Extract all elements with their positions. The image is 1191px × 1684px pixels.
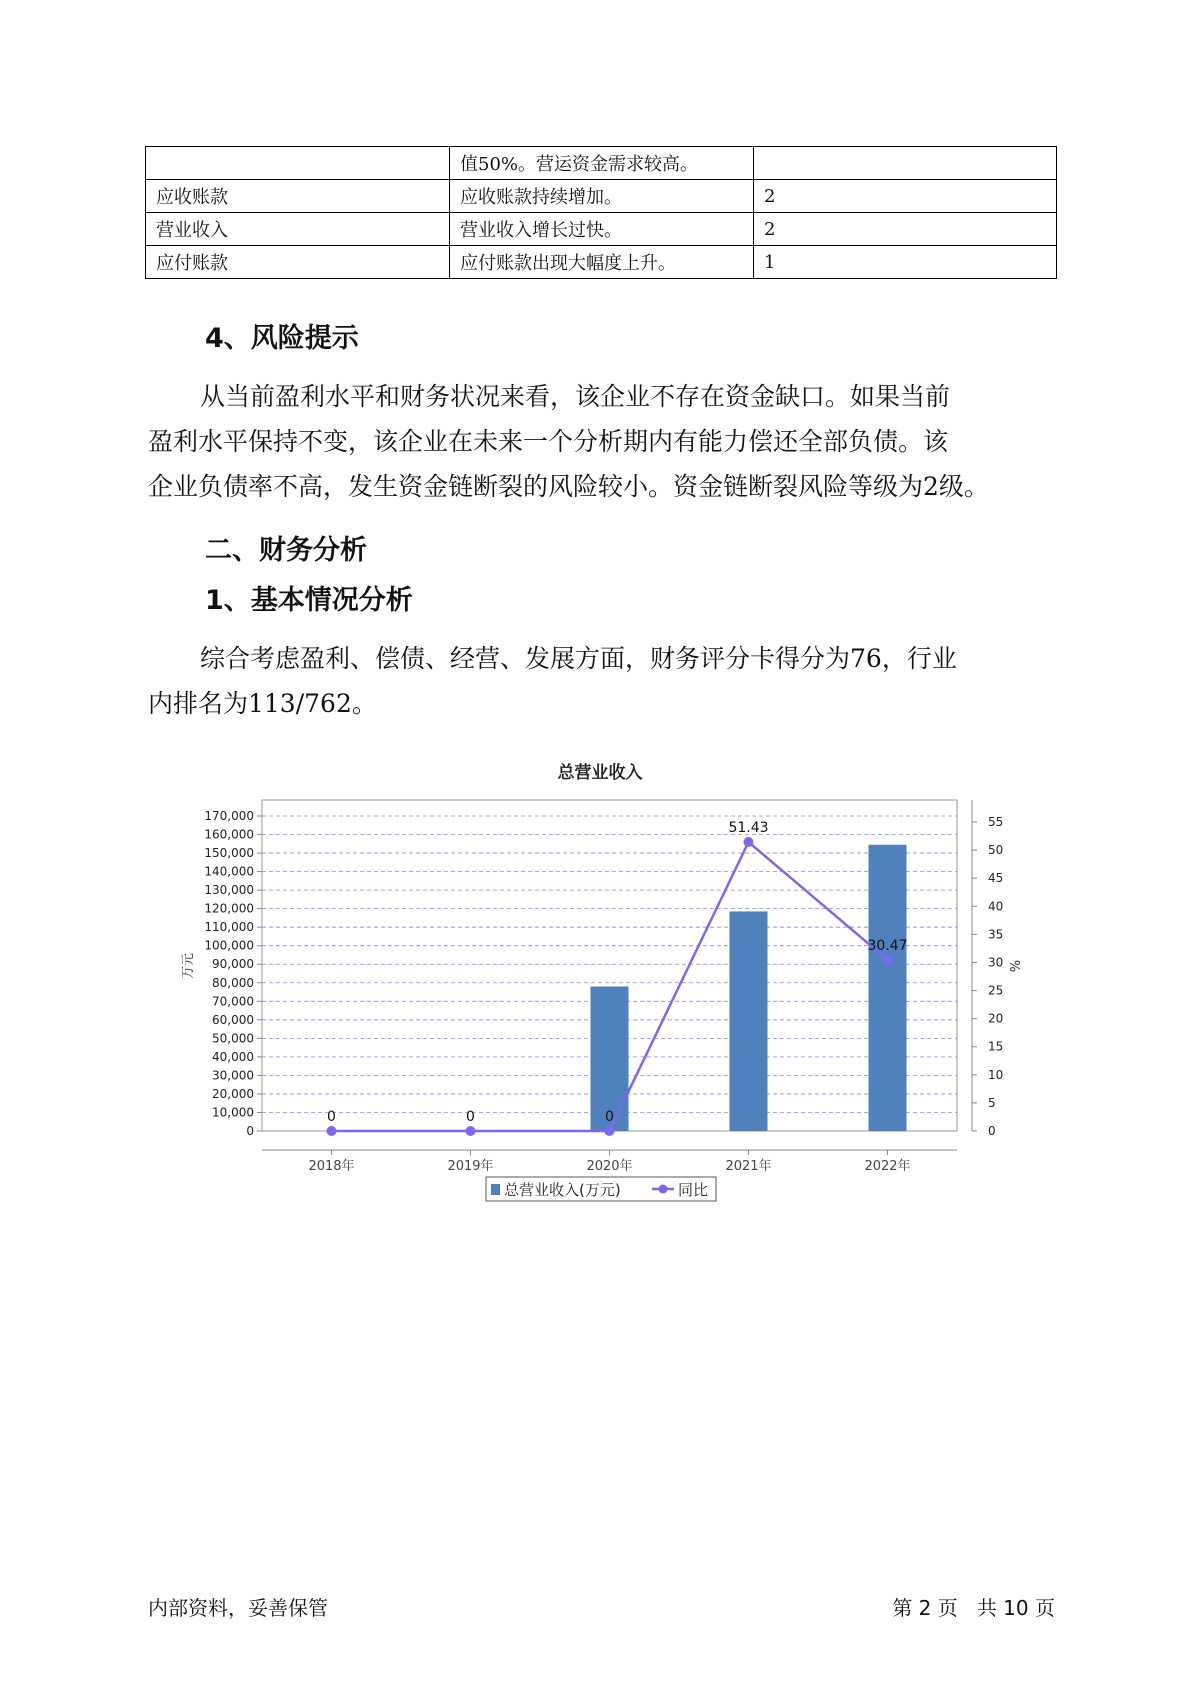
data-label: 0	[605, 1109, 614, 1125]
data-label: 0	[327, 1109, 336, 1125]
left-axis-ticks	[204, 809, 262, 1138]
y2-tick-label: 45	[988, 871, 1004, 886]
line-point	[744, 837, 754, 847]
y-tick-label: 80,000	[212, 975, 254, 990]
table-cell: 应收账款持续增加。	[450, 180, 754, 213]
y2-tick-label: 30	[988, 955, 1004, 970]
paragraph-line: 从当前盈利水平和财务状况来看，该企业不存在资金缺口。如果当前	[200, 382, 951, 411]
table-cell: 应付账款	[146, 246, 450, 279]
x-tick-label: 2018年	[308, 1159, 355, 1174]
table-cell: 营业收入增长过快。	[450, 213, 754, 246]
data-label: 51.43	[728, 820, 769, 837]
chart-legend	[486, 1177, 716, 1201]
y-tick-label: 70,000	[212, 994, 254, 1009]
y2-tick-label: 15	[988, 1039, 1004, 1054]
y2-axis-label: %	[1006, 959, 1021, 973]
y2-tick-label: 10	[988, 1067, 1004, 1082]
section-heading-financial: 二、财务分析	[205, 535, 367, 566]
y2-tick-label: 5	[988, 1095, 996, 1110]
y-tick-label: 160,000	[204, 827, 254, 842]
table-cell: 应付账款出现大幅度上升。	[450, 246, 754, 279]
legend-bar-swatch	[491, 1184, 500, 1195]
y-tick-label: 120,000	[204, 901, 254, 916]
y-tick-label: 130,000	[204, 883, 254, 898]
table-cell: 1	[754, 246, 1057, 279]
table-cell: 应收账款	[146, 180, 450, 213]
footer-left: 内部资料，妥善保管	[148, 1596, 328, 1620]
line-point	[327, 1126, 337, 1136]
table-cell: 值50%。营运资金需求较高。	[450, 147, 754, 180]
paragraph-line: 盈利水平保持不变，该企业在未来一个分析期内有能力偿还全部负债。该	[148, 427, 949, 456]
x-tick-label: 2022年	[864, 1159, 911, 1174]
right-axis-ticks	[972, 815, 1003, 1138]
section-heading-basic: 1、基本情况分析	[205, 585, 413, 616]
paragraph-line: 企业负债率不高，发生资金链断裂的风险较小。资金链断裂风险等级为2级。	[148, 472, 989, 501]
y-tick-label: 0	[246, 1124, 254, 1138]
legend-line-label: 同比	[678, 1181, 709, 1199]
line-point	[605, 1126, 615, 1136]
y2-tick-label: 20	[988, 1011, 1004, 1026]
y2-tick-label: 40	[988, 899, 1004, 914]
y2-tick-label: 0	[988, 1124, 996, 1138]
y2-tick-label: 50	[988, 843, 1004, 858]
legend-bar-label: 总营业收入(万元)	[504, 1181, 621, 1199]
x-tick-label: 2019年	[447, 1159, 494, 1174]
x-tick-label: 2020年	[586, 1159, 633, 1174]
paragraph-line: 内排名为113/762。	[148, 689, 377, 718]
x-axis-ticks	[308, 1150, 910, 1174]
chart-title: 总营业收入	[557, 763, 643, 783]
section-heading-risk: 4、风险提示	[205, 323, 359, 354]
bar	[869, 845, 907, 1131]
table-cell: 营业收入	[146, 213, 450, 246]
table-cell: 2	[754, 180, 1057, 213]
y-tick-label: 60,000	[212, 1012, 254, 1027]
y2-tick-label: 35	[988, 927, 1004, 942]
y-tick-label: 10,000	[212, 1105, 254, 1120]
y2-tick-label: 55	[988, 815, 1004, 829]
bar	[730, 911, 768, 1131]
paragraph-line: 综合考虑盈利、偿债、经营、发展方面，财务评分卡得分为76，行业	[200, 644, 957, 673]
y-tick-label: 150,000	[204, 846, 254, 861]
data-label: 30.47	[867, 937, 908, 954]
y-tick-label: 30,000	[212, 1068, 254, 1083]
y-tick-label: 90,000	[212, 957, 254, 972]
y-tick-label: 40,000	[212, 1049, 254, 1064]
data-label: 0	[466, 1109, 475, 1125]
y-tick-label: 50,000	[212, 1031, 254, 1046]
y-axis-label: 万元	[181, 952, 196, 980]
y2-tick-label: 25	[988, 983, 1004, 998]
line-point	[466, 1126, 476, 1136]
line-point	[883, 955, 893, 965]
y-tick-label: 170,000	[204, 809, 254, 823]
legend-line-marker	[659, 1185, 668, 1194]
y-tick-label: 20,000	[212, 1086, 254, 1101]
footer-right: 第 2 页 共 10 页	[892, 1596, 1055, 1620]
y-tick-label: 140,000	[204, 864, 254, 879]
y-tick-label: 100,000	[204, 938, 254, 953]
x-tick-label: 2021年	[725, 1159, 772, 1174]
table-cell: 2	[754, 213, 1057, 246]
y-tick-label: 110,000	[204, 920, 254, 935]
